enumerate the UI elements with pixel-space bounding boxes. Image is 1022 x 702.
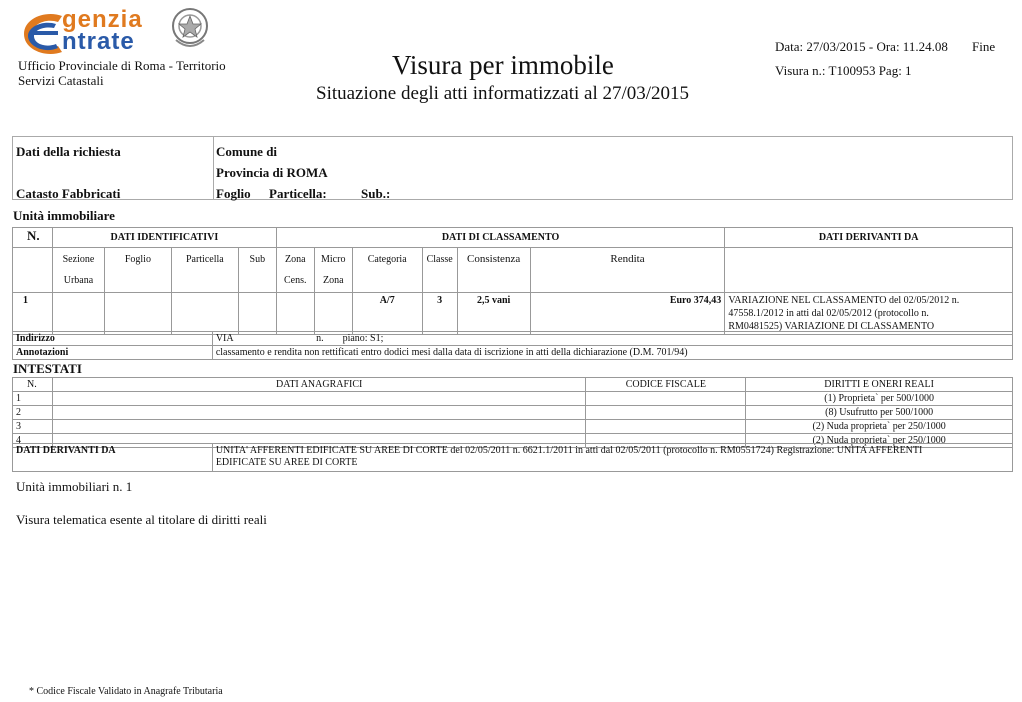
row-n: 1	[13, 293, 53, 335]
request-divider	[213, 137, 214, 199]
intestati-row	[13, 392, 1013, 406]
unita-table	[12, 227, 1013, 335]
row-sezione	[52, 293, 104, 335]
subheader-consistenza: Consistenza	[457, 248, 530, 293]
request-box	[12, 136, 1013, 200]
foglio-label: Foglio	[216, 186, 251, 201]
office-info	[18, 58, 226, 88]
unita-section-title: Unità immobiliare	[13, 208, 115, 223]
subheader-zona	[276, 248, 314, 293]
indirizzo-label: Indirizzo	[13, 332, 213, 346]
esente-note: Visura telematica esente al titolare di diritti reali	[16, 512, 267, 527]
intestati-derivanti-label: DATI DERIVANTI DA	[13, 444, 213, 472]
header-classamento: DATI DI CLASSAMENTO	[276, 228, 725, 248]
indirizzo-row	[13, 332, 1013, 346]
row-classe: 3	[422, 293, 457, 335]
intestati-derivanti-line2: EDIFICATE SU AREE DI CORTE	[215, 457, 358, 468]
visura-number: Visura n.: T100953 Pag: 1	[775, 63, 912, 78]
intestati-row-n: 4	[13, 434, 53, 448]
unita-count: Unità immobiliari n. 1	[16, 479, 133, 494]
subheader-urbana-text: Urbana	[63, 275, 94, 286]
subheader-particella: Particella	[171, 248, 238, 293]
row-zona	[276, 293, 314, 335]
unita-subheader-row	[13, 248, 1013, 293]
subheader-rendita: Rendita	[530, 248, 725, 293]
intestati-row-n: 1	[13, 392, 53, 406]
intestati-row-cf	[586, 420, 746, 434]
row-derivanti-line2: 47558.1/2012 in atti dal 02/05/2012 (protocollo n.	[728, 308, 929, 319]
subheader-derivanti-empty	[725, 248, 1013, 293]
row-derivanti-line1: VARIAZIONE NEL CLASSAMENTO del 02/05/2012 n.	[728, 295, 960, 306]
intestati-row	[13, 406, 1013, 420]
subheader-micro-text: Micro	[321, 254, 346, 265]
intestati-row-cf	[586, 392, 746, 406]
office-line-2: Servizi Catastali	[18, 73, 104, 88]
intestati-derivanti-row	[13, 444, 1013, 472]
indirizzo-via: VIA	[215, 333, 234, 344]
intestati-row-diritti: (2) Nuda proprieta` per 250/1000	[746, 420, 1013, 434]
row-derivanti-line3: RM0481525) VARIAZIONE DI CLASSAMENTO	[728, 321, 935, 332]
subheader-cens-text: Cens.	[284, 275, 307, 286]
intestati-row-diritti: (8) Usufrutto per 500/1000	[746, 406, 1013, 420]
intestati-row-anagrafici	[52, 420, 585, 434]
header-n: N.	[13, 228, 53, 248]
indirizzo-table	[12, 331, 1013, 360]
row-foglio	[104, 293, 171, 335]
row-rendita: Euro 374,43	[530, 293, 725, 335]
date-time: Data: 27/03/2015 - Ora: 11.24.08	[775, 39, 948, 54]
page-subtitle: Situazione degli atti informatizzati al 27/03/2015	[316, 83, 690, 104]
intestati-row-diritti: (2) Nuda proprieta` per 250/1000	[746, 434, 1013, 448]
unita-data-row	[13, 293, 1013, 335]
header-derivanti: DATI DERIVANTI DA	[725, 228, 1013, 248]
subheader-categoria: Categoria	[352, 248, 422, 293]
intestati-row-n: 2	[13, 406, 53, 420]
intestati-header-n: N.	[13, 378, 53, 392]
catasto-label: Catasto Fabbricati	[16, 186, 121, 201]
row-particella	[171, 293, 238, 335]
intestati-derivanti-value	[212, 444, 1012, 472]
italian-emblem-icon	[170, 4, 210, 52]
subheader-classe: Classe	[422, 248, 457, 293]
intestati-table	[12, 377, 1013, 448]
annotazioni-label: Annotazioni	[13, 346, 213, 360]
logo-word-agenzia: genzia	[62, 6, 143, 33]
intestati-row-cf	[586, 406, 746, 420]
intestati-row-anagrafici	[52, 392, 585, 406]
indirizzo-value	[212, 332, 1012, 346]
header-identificativi: DATI IDENTIFICATIVI	[52, 228, 276, 248]
intestati-title: INTESTATI	[13, 361, 82, 376]
intestati-header-row	[13, 378, 1013, 392]
unita-header-row	[13, 228, 1013, 248]
intestati-row-n: 3	[13, 420, 53, 434]
agenzia-entrate-logo	[18, 4, 218, 58]
subheader-sub: Sub	[238, 248, 276, 293]
intestati-derivanti-table	[12, 443, 1013, 472]
comune-label: Comune di	[216, 144, 278, 159]
subheader-empty	[13, 248, 53, 293]
intestati-header-cf: CODICE FISCALE	[586, 378, 746, 392]
subheader-sezione	[52, 248, 104, 293]
sub-label: Sub.:	[361, 186, 391, 201]
indirizzo-piano: piano: S1;	[342, 333, 384, 344]
intestati-row-diritti: (1) Proprieta` per 500/1000	[746, 392, 1013, 406]
page-title: Visura per immobile	[392, 50, 614, 80]
intestati-header-anagrafici: DATI ANAGRAFICI	[52, 378, 585, 392]
intestati-derivanti-line1: UNITA' AFFERENTI EDIFICATE SU AREE DI CORTE del 02/05/2011 n. 6621.1/2011 in atti dal 02/05/2011 (protocollo n. RM0551724) Registrazione: UNITA AFFERENTI	[215, 445, 923, 456]
row-micro	[314, 293, 352, 335]
codice-fiscale-note: * Codice Fiscale Validato in Anagrafe Tributaria	[29, 686, 223, 697]
subheader-micro	[314, 248, 352, 293]
particella-label: Particella:	[269, 186, 327, 201]
row-consistenza: 2,5 vani	[457, 293, 530, 335]
annotazioni-value: classamento e rendita non rettificati entro dodici mesi dalla data di iscrizione in atti della dichiarazione (D.M. 701/94)	[212, 346, 1012, 360]
subheader-foglio: Foglio	[104, 248, 171, 293]
dati-richiesta-label: Dati della richiesta	[16, 144, 121, 159]
row-sub	[238, 293, 276, 335]
intestati-header-diritti: DIRITTI E ONERI REALI	[746, 378, 1013, 392]
subheader-micro-zona-text: Zona	[322, 275, 344, 286]
indirizzo-n: n.	[316, 333, 324, 344]
subheader-sezione-text: Sezione	[62, 254, 95, 265]
row-categoria: A/7	[352, 293, 422, 335]
intestati-row-anagrafici	[52, 406, 585, 420]
row-derivanti	[725, 293, 1013, 335]
annotazioni-row	[13, 346, 1013, 360]
provincia-label: Provincia di ROMA	[216, 165, 328, 180]
office-line-1: Ufficio Provinciale di Roma - Territorio	[18, 58, 226, 73]
intestati-row	[13, 420, 1013, 434]
subheader-zona-text: Zona	[284, 254, 306, 265]
logo-word-entrate: ntrate	[62, 28, 135, 55]
fine-label: Fine	[972, 39, 996, 54]
